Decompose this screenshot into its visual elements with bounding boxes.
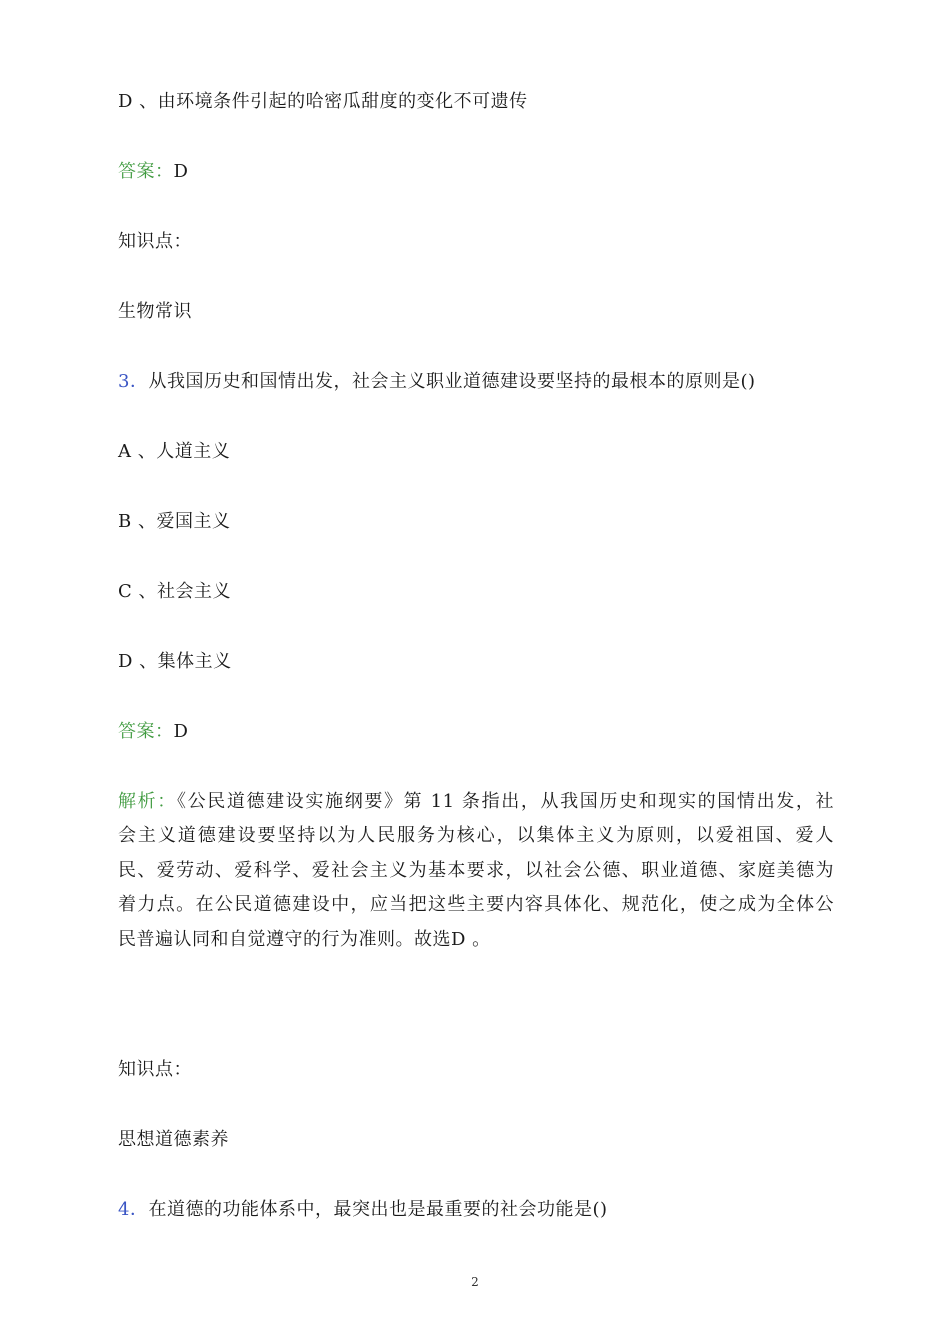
analysis-line: 着力点。在公民道德建设中，应当把这些主要内容具体化、规范化，使之成为全体公: [118, 894, 834, 916]
answer-value: D: [173, 161, 189, 182]
question-stem: 在道德的功能体系中，最突出也是最重要的社会功能是(): [148, 1199, 608, 1220]
q3-option-c: C 、社会主义: [118, 581, 231, 602]
q3-answer: [118, 720, 188, 744]
answer-label: 答案：: [118, 161, 174, 182]
answer-label: 答案：: [118, 721, 174, 742]
q3-option-d: D 、集体主义: [118, 651, 232, 672]
analysis-line: 民、爱劳动、爱科学、爱社会主义为基本要求，以社会公德、职业道德、家庭美德为: [118, 859, 834, 881]
q3-knowledge-label: 知识点：: [118, 1059, 192, 1080]
question-stem: 从我国历史和国情出发，社会主义职业道德建设要坚持的最根本的原则是(): [148, 371, 756, 392]
q2-knowledge-label: 知识点：: [118, 231, 192, 252]
q3-option-b: B 、爱国主义: [118, 511, 231, 532]
q3-knowledge-value: 思想道德素养: [118, 1129, 229, 1150]
q2-option-d: D 、由环境条件引起的哈密瓜甜度的变化不可遗传: [118, 91, 528, 112]
analysis-line: 会主义道德建设要坚持以为人民服务为核心，以集体主义为原则，以爱祖国、爱人: [118, 825, 834, 847]
q4-question: [118, 1198, 608, 1222]
analysis-text: 《公民道德建设实施纲要》第 11 条指出，从我国历史和现实的国情出发，社: [176, 791, 834, 812]
q3-analysis: [118, 785, 834, 957]
q3-option-a: A 、人道主义: [118, 441, 231, 462]
q2-answer: [118, 160, 188, 184]
analysis-label: 解析：: [118, 791, 177, 812]
analysis-line: 民普遍认同和自觉遵守的行为准则。故选D 。: [118, 928, 491, 950]
q2-knowledge-value: 生物常识: [118, 301, 192, 322]
question-number: 3．: [118, 371, 149, 392]
page-number: 2: [471, 1275, 479, 1289]
q3-question: [118, 370, 756, 394]
question-number: 4．: [118, 1199, 149, 1220]
analysis-line: [118, 785, 834, 819]
answer-value: D: [173, 721, 189, 742]
